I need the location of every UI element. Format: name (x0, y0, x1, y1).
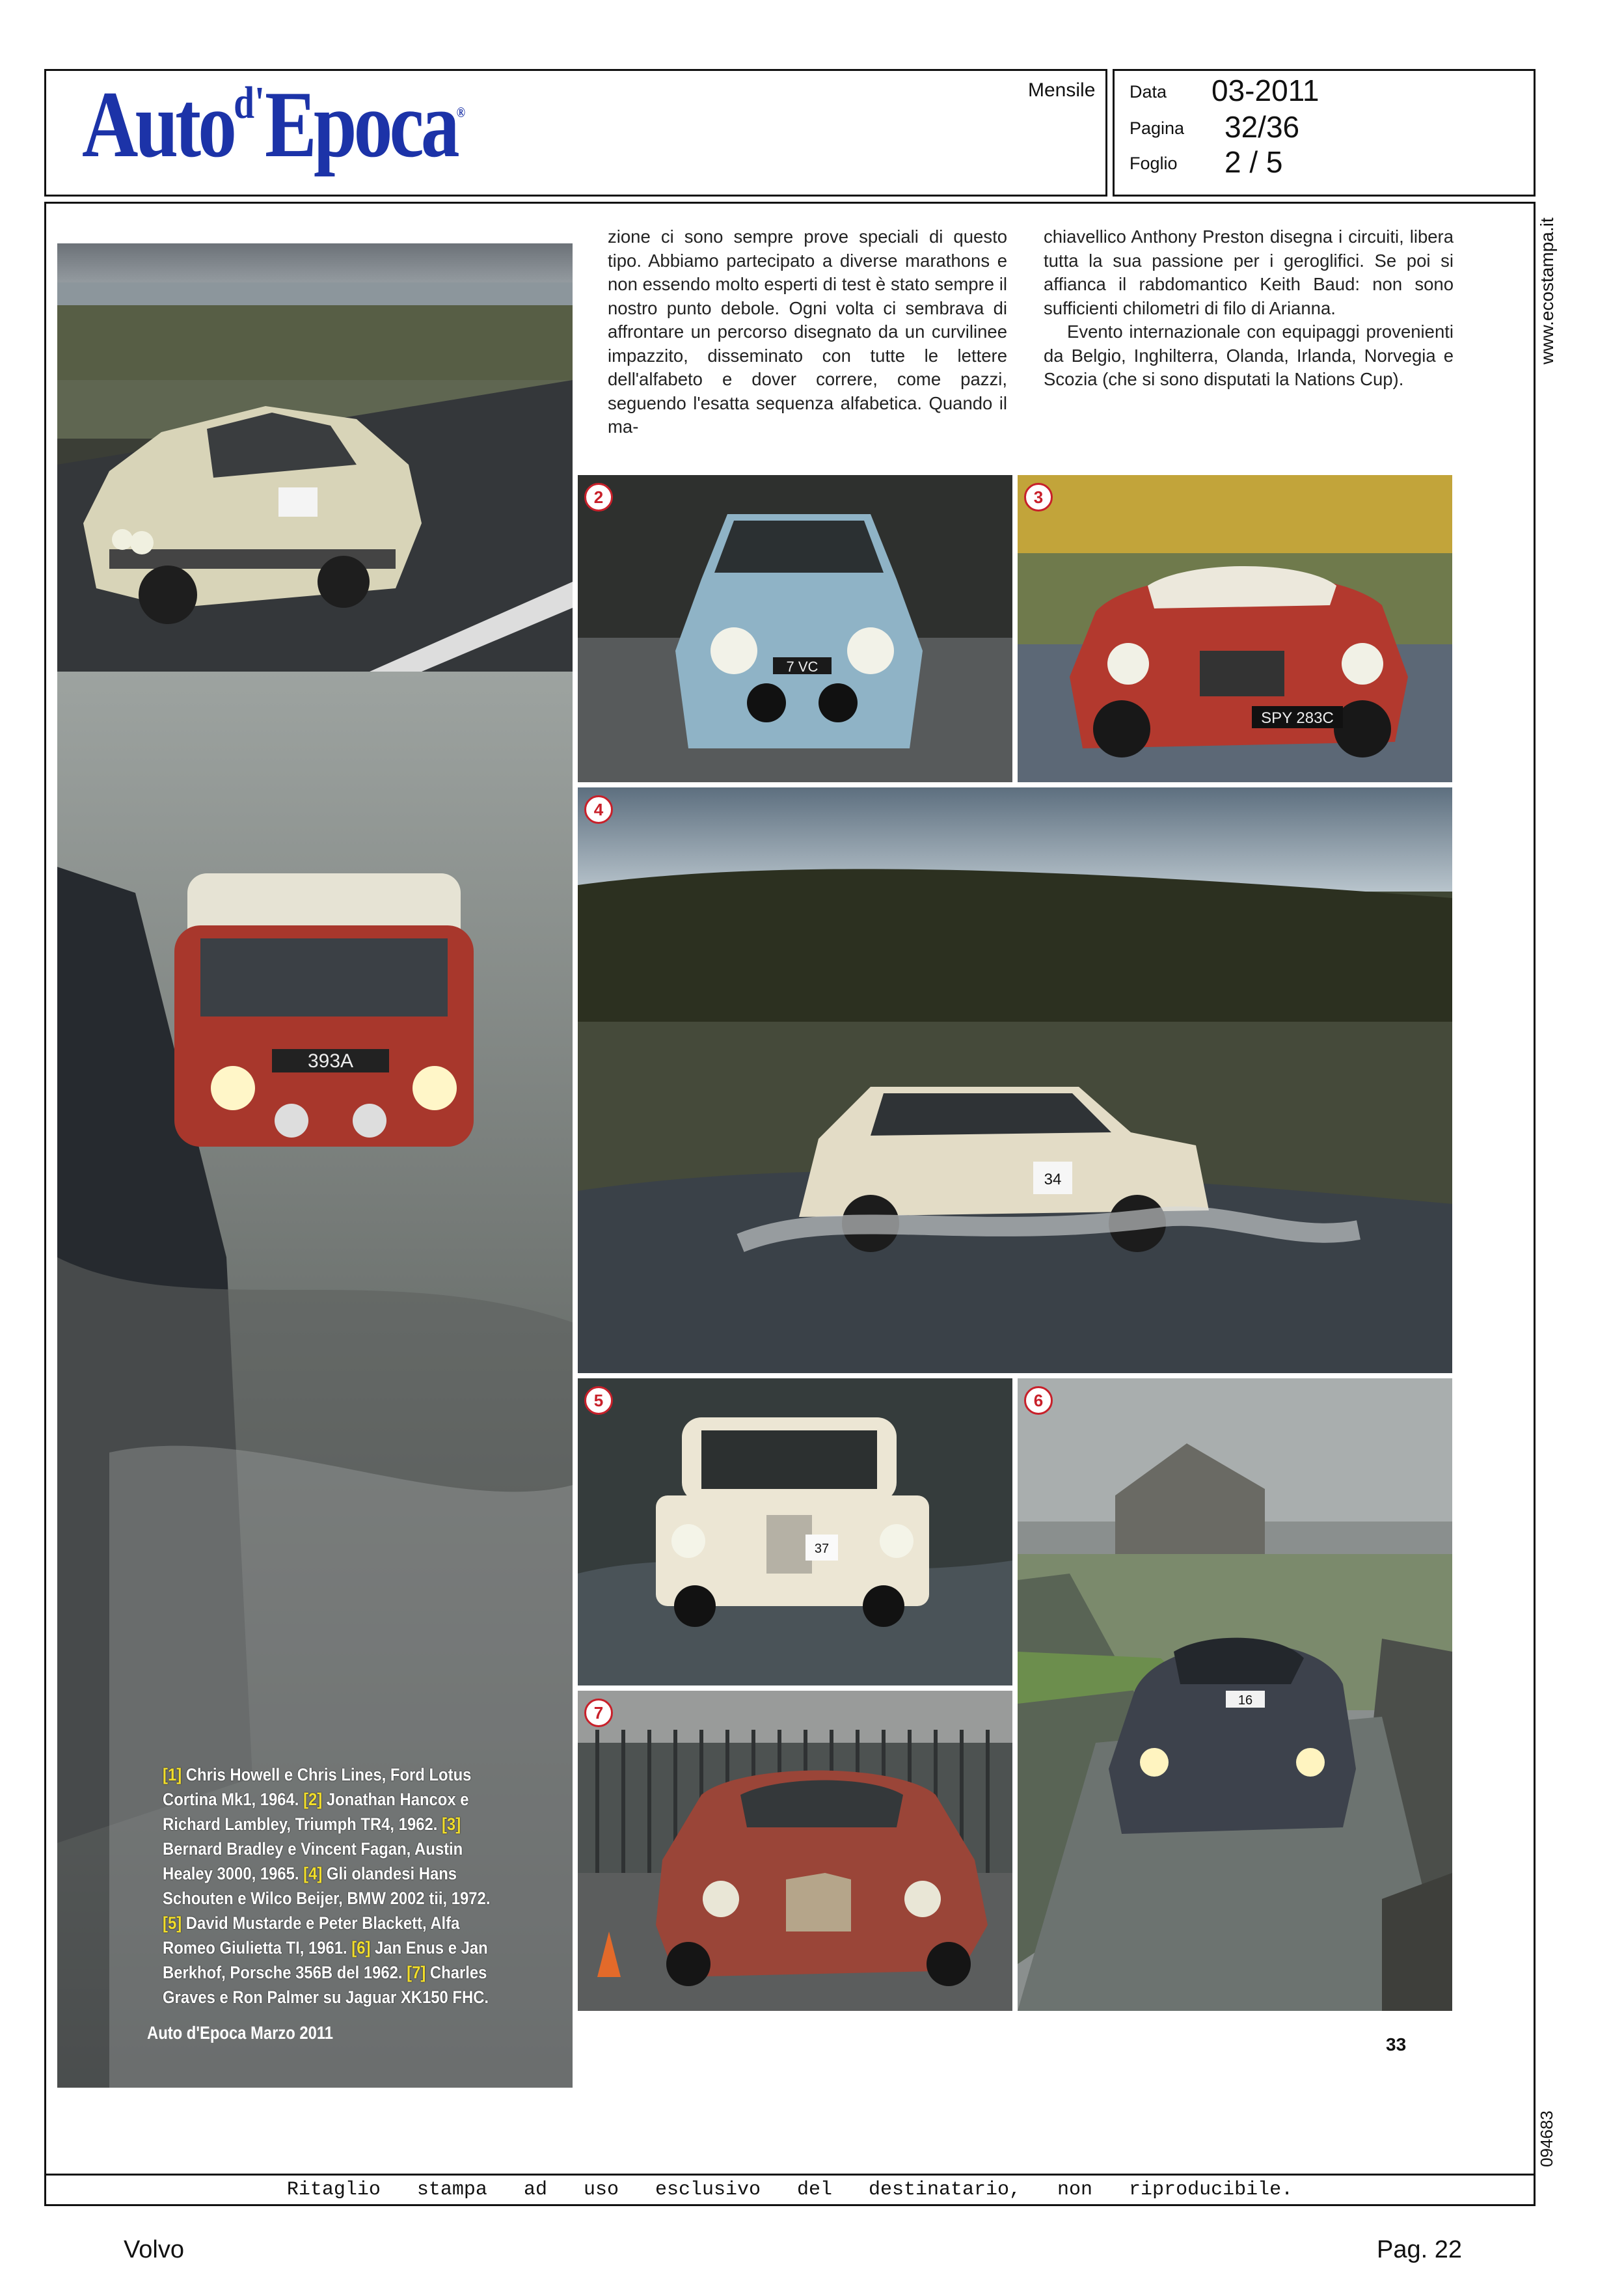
page-reference: Pag. 22 (1377, 2236, 1462, 2263)
footer-divider (44, 2174, 1536, 2176)
photo-captions (163, 1762, 500, 2010)
caption-text-7: Charles Graves e Ron Palmer su Jaguar XK150 FHC. (163, 1963, 489, 2007)
photo-number-7: 7 (584, 1699, 613, 1727)
side-url: www.ecostampa.it (1537, 217, 1557, 364)
photo-number-3: 3 (1024, 483, 1053, 512)
caption-number-4: [4] (303, 1864, 323, 1883)
photo-2-triumph (578, 475, 1012, 782)
article-col2-p1: chiavellico Anthony Preston disegna i circuiti, libera tutta la sua passione per i geroglifici. Se poi si affianca il rabdomantico Keith Baud: non sono sufficienti chilometri di filo di Arianna. (1044, 226, 1454, 318)
bmw-number: 34 (1044, 1171, 1062, 1188)
alfa-number: 37 (814, 1542, 830, 1556)
foglio-value: 2 / 5 (1225, 145, 1283, 179)
healey-plate: SPY 283C (1261, 709, 1334, 727)
client-name: Volvo (124, 2236, 184, 2263)
article-col2-p2: Evento internazionale con equipaggi provenienti da Belgio, Inghilterra, Olanda, Irlanda, Norvegia e Scozia (che si sono disputati la Nations Cup). (1044, 321, 1454, 389)
pagina-label: Pagina (1130, 118, 1185, 138)
magazine-logo: Auto$^{d'}$Epoca® (82, 72, 466, 177)
article-column-1 (608, 225, 1007, 439)
side-code: 094683 (1537, 2110, 1556, 2167)
photo-6-porsche (1018, 1378, 1452, 2011)
caption-text-5: David Mustarde e Peter Blackett, Alfa Romeo Giulietta TI, 1961. (163, 1913, 460, 1958)
magazine-footer: Auto d'Epoca Marzo 2011 (147, 2023, 334, 2043)
caption-number-7: [7] (407, 1963, 426, 1982)
foglio-label: Foglio (1130, 154, 1178, 173)
article-column-2 (1044, 225, 1454, 392)
photo-1-ford-cortina (57, 243, 573, 672)
photo-4-bmw (578, 787, 1452, 1373)
photo-number-4: 4 (584, 795, 613, 824)
frequency-label: Mensile (1028, 79, 1096, 101)
article-col1-text: zione ci sono sempre prove speciali di questo tipo. Abbiamo partecipato a diverse marathons e non essendo molto esperti di test è stato sempre il nostro punto debole. Ogni volta ci sembrava di affrontare un percorso disegnato da un curvilinee impazzito, disseminato con tutte le lettere dell'alfabeto e dover correre, come pazzi, seguendo l'esatta sequenza alfabetica. Quando il ma- (608, 226, 1007, 437)
triumph-plate: 7 VC (786, 659, 819, 675)
photo-number-5: 5 (584, 1386, 613, 1415)
pagina-value: 32/36 (1225, 110, 1300, 144)
page-number: 33 (1386, 2034, 1407, 2054)
mini-plate: 393A (307, 1050, 354, 1072)
data-value: 03-2011 (1211, 74, 1320, 107)
photo-number-2: 2 (584, 483, 613, 512)
porsche-number: 16 (1238, 1693, 1253, 1708)
data-label: Data (1130, 82, 1167, 102)
photo-3-austin-healey (1018, 475, 1452, 782)
caption-text-4: Gli olandesi Hans Schouten e Wilco Beijer, BMW 2002 tii, 1972. (163, 1864, 491, 1908)
caption-text-6: Jan Enus e Jan Berkhof, Porsche 356B del 1962. (163, 1938, 488, 1982)
caption-number-6: [6] (351, 1938, 371, 1958)
caption-number-2: [2] (303, 1790, 323, 1809)
caption-number-5: [5] (163, 1913, 182, 1933)
photo-number-6: 6 (1024, 1386, 1053, 1415)
caption-text-3: Bernard Bradley e Vincent Fagan, Austin Healey 3000, 1965. (163, 1839, 463, 1883)
photo-5-alfa-romeo (578, 1378, 1012, 1685)
footer-notice: Ritaglio stampa ad uso esclusivo del destinatario, non riproducibile. (286, 2179, 1293, 2201)
caption-number-3: [3] (441, 1814, 461, 1834)
caption-number-1: [1] (163, 1765, 182, 1784)
photo-7-jaguar (578, 1691, 1012, 2011)
caption-text-1: Chris Howell e Chris Lines, Ford Lotus Cortina Mk1, 1964. (163, 1765, 472, 1809)
caption-text-2: Jonathan Hancox e Richard Lambley, Triumph TR4, 1962. (163, 1790, 469, 1834)
